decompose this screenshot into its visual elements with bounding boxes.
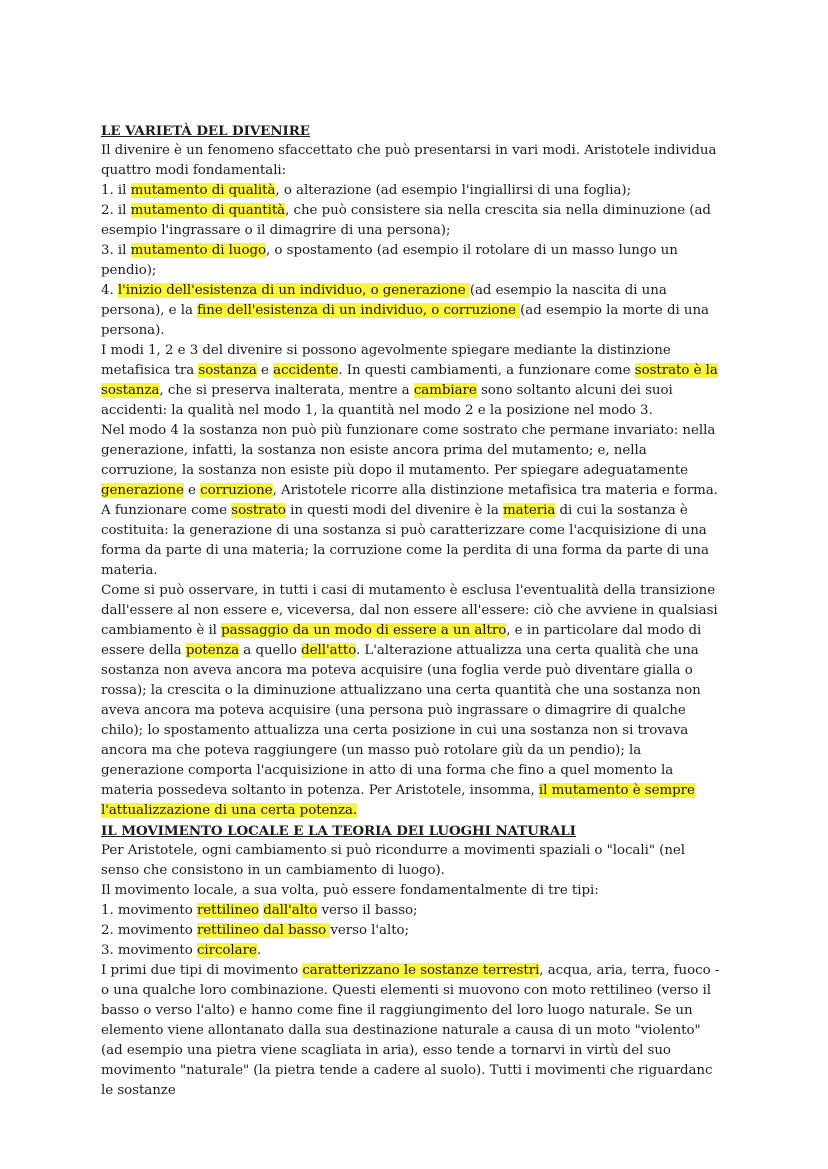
text-run: a quello <box>239 643 302 658</box>
highlighted-text: sostrato <box>231 503 286 518</box>
text-run: (ad esempio la nascita di una persona), e la <box>101 283 667 318</box>
highlighted-text: caratterizzano le sostanze terrestri <box>302 963 540 978</box>
highlighted-text: rettilineo <box>196 903 259 918</box>
paragraph <box>101 201 723 241</box>
highlighted-text: cambiare <box>413 383 477 398</box>
highlighted-text: circolare <box>196 943 257 958</box>
paragraph <box>101 881 723 901</box>
text-run: (ad esempio la morte di una persona). <box>101 303 709 338</box>
highlighted-text: sostrato è la sostanza <box>101 363 718 398</box>
text-run: , Aristotele ricorre alla distinzione metafisica tra materia e forma. A funzionare come <box>101 483 718 518</box>
text-run: . In questi cambiamenti, a funzionare come <box>338 363 635 378</box>
text-run: 1. movimento <box>101 903 197 918</box>
highlighted-text: dell'atto <box>301 643 356 658</box>
highlighted-text: fine dell'esistenza di un individuo, o corruzione <box>197 303 521 318</box>
text-run: 4. <box>101 283 118 298</box>
highlighted-text: l'inizio dell'esistenza di un individuo, o generazione <box>117 283 470 298</box>
text-run: e <box>256 363 274 378</box>
highlighted-text: generazione <box>101 483 184 498</box>
paragraph <box>101 961 723 1101</box>
document-body <box>101 121 723 1101</box>
highlighted-text: sostanza <box>198 363 257 378</box>
text-run: , o alterazione (ad esempio l'ingiallirsi di una foglia); <box>275 183 632 198</box>
paragraph <box>101 421 723 581</box>
paragraph <box>101 181 723 201</box>
highlighted-text: passaggio da un modo di essere a un altro <box>221 623 507 638</box>
text-run: e <box>183 483 201 498</box>
text-run: 1. il <box>101 183 131 198</box>
text-run: Nel modo 4 la sostanza non può più funzionare come sostrato che permane invariato: nella generazione, infatti, la sostanza non esiste ancora prima del mutamento; e, nella corruzione, la sostanza non esiste più dopo il mutamento. Per spiegare adeguatamente <box>101 423 716 478</box>
text-run: 3. movimento <box>101 943 197 958</box>
highlighted-text: mutamento di luogo <box>130 243 267 258</box>
highlighted-text: corruzione <box>200 483 273 498</box>
text-run: 2. movimento <box>101 923 197 938</box>
text-run: . <box>256 943 262 958</box>
text-run: , o spostamento (ad esempio il rotolare di un masso lungo un pendio); <box>101 243 678 278</box>
text-run: I modi 1, 2 e 3 del divenire si possono agevolmente spiegare mediante la distinzione metafisica tra <box>101 343 671 378</box>
paragraph <box>101 941 723 961</box>
highlighted-text: dall'alto <box>263 903 318 918</box>
paragraph <box>101 921 723 941</box>
paragraph <box>101 141 723 181</box>
text-run: 2. il <box>101 203 131 218</box>
text-run: LE VARIETÀ DEL DIVENIRE <box>101 123 310 139</box>
text-run: Il movimento locale, a sua volta, può essere fondamentalmente di tre tipi: <box>101 883 599 898</box>
highlighted-text: mutamento di quantità <box>130 203 286 218</box>
text-run: , e in particolare dal modo di essere della <box>101 623 702 658</box>
text-run: , che può consistere sia nella crescita sia nella diminuzione (ad esempio l'ingrassare o il dimagrire di una persona); <box>101 203 711 238</box>
highlighted-text: materia <box>502 503 556 518</box>
text-run: Per Aristotele, ogni cambiamento si può ricondurre a movimenti spaziali o "locali" (nel senso che consistono in un cambiamento di luogo). <box>101 843 685 878</box>
text-run: I primi due tipi di movimento <box>101 963 303 978</box>
text-run: sono soltanto alcuni dei suoi accidenti: la qualità nel modo 1, la quantità nel modo 2 e la posizione nel modo 3. <box>101 383 673 418</box>
text-run: , che si preserva inalterata, mentre a <box>159 383 414 398</box>
text-run: verso l'alto; <box>330 923 410 938</box>
section-heading <box>101 121 723 141</box>
paragraph <box>101 241 723 281</box>
text-run: Come si può osservare, in tutti i casi di mutamento è esclusa l'eventualità della transizione dall'essere al non essere e, viceversa, dal non essere all'essere: ciò che avviene in qualsiasi cambiamento è il <box>101 583 718 638</box>
highlighted-text: accidente <box>273 363 339 378</box>
paragraph <box>101 281 723 341</box>
text-run: in questi modi del divenire è la <box>285 503 503 518</box>
paragraph <box>101 341 723 421</box>
highlighted-text: il mutamento è sempre l'attualizzazione di una certa potenza. <box>101 783 695 818</box>
text-run: . L'alterazione attualizza una certa qualità che una sostanza non aveva ancora ma poteva acquisire (una foglia verde può diventare gialla o rossa); la crescita o la diminuzione attualizzano una certa quantità che una sostanza non aveva ancora ma poteva acquisire (una persona può ingrassare o dimagrire di qualche chilo); lo spostamento attualizza una certa posizione in cui una sostanza non si trovava ancora ma che poteva raggiungere (un masso può rotolare giù da un pendio); la generazione comporta l'acquisizione in atto di una forma che fino a quel momento la materia possedeva soltanto in potenza. Per Aristotele, insomma, <box>101 643 701 798</box>
highlighted-text: rettilineo dal basso <box>196 923 331 938</box>
text-run: , acqua, aria, terra, fuoco - o una qualche loro combinazione. Questi elementi si muovono con moto rettilineo (verso il basso o verso l'alto) e hanno come fine il raggiungimento del loro luogo naturale. Se un elemento viene allontanato dalla sua destinazione naturale a causa di un moto "violento" (ad esempio una pietra viene scagliata in aria), esso tende a tornarvi in virtù del suo movimento "naturale" (la pietra tende a cadere al suolo). Tutti i movimenti che riguardanc le sostanze <box>101 963 720 1098</box>
text-run: IL MOVIMENTO LOCALE E LA TEORIA DEI LUOGHI NATURALI <box>101 823 576 839</box>
text-run: verso il basso; <box>317 903 418 918</box>
paragraph <box>101 841 723 881</box>
paragraph <box>101 581 723 821</box>
highlighted-text: potenza <box>185 643 240 658</box>
section-heading <box>101 821 723 841</box>
text-run: di cui la sostanza è costituita: la generazione di una sostanza si può caratterizzare come l'acquisizione di una forma da parte di una materia; la corruzione come la perdita di una forma da parte di una materia. <box>101 503 709 578</box>
paragraph <box>101 901 723 921</box>
highlighted-text: mutamento di qualità <box>130 183 276 198</box>
text-run: Il divenire è un fenomeno sfaccettato che può presentarsi in vari modi. Aristotele individua quattro modi fondamentali: <box>101 143 717 178</box>
text-run: 3. il <box>101 243 131 258</box>
